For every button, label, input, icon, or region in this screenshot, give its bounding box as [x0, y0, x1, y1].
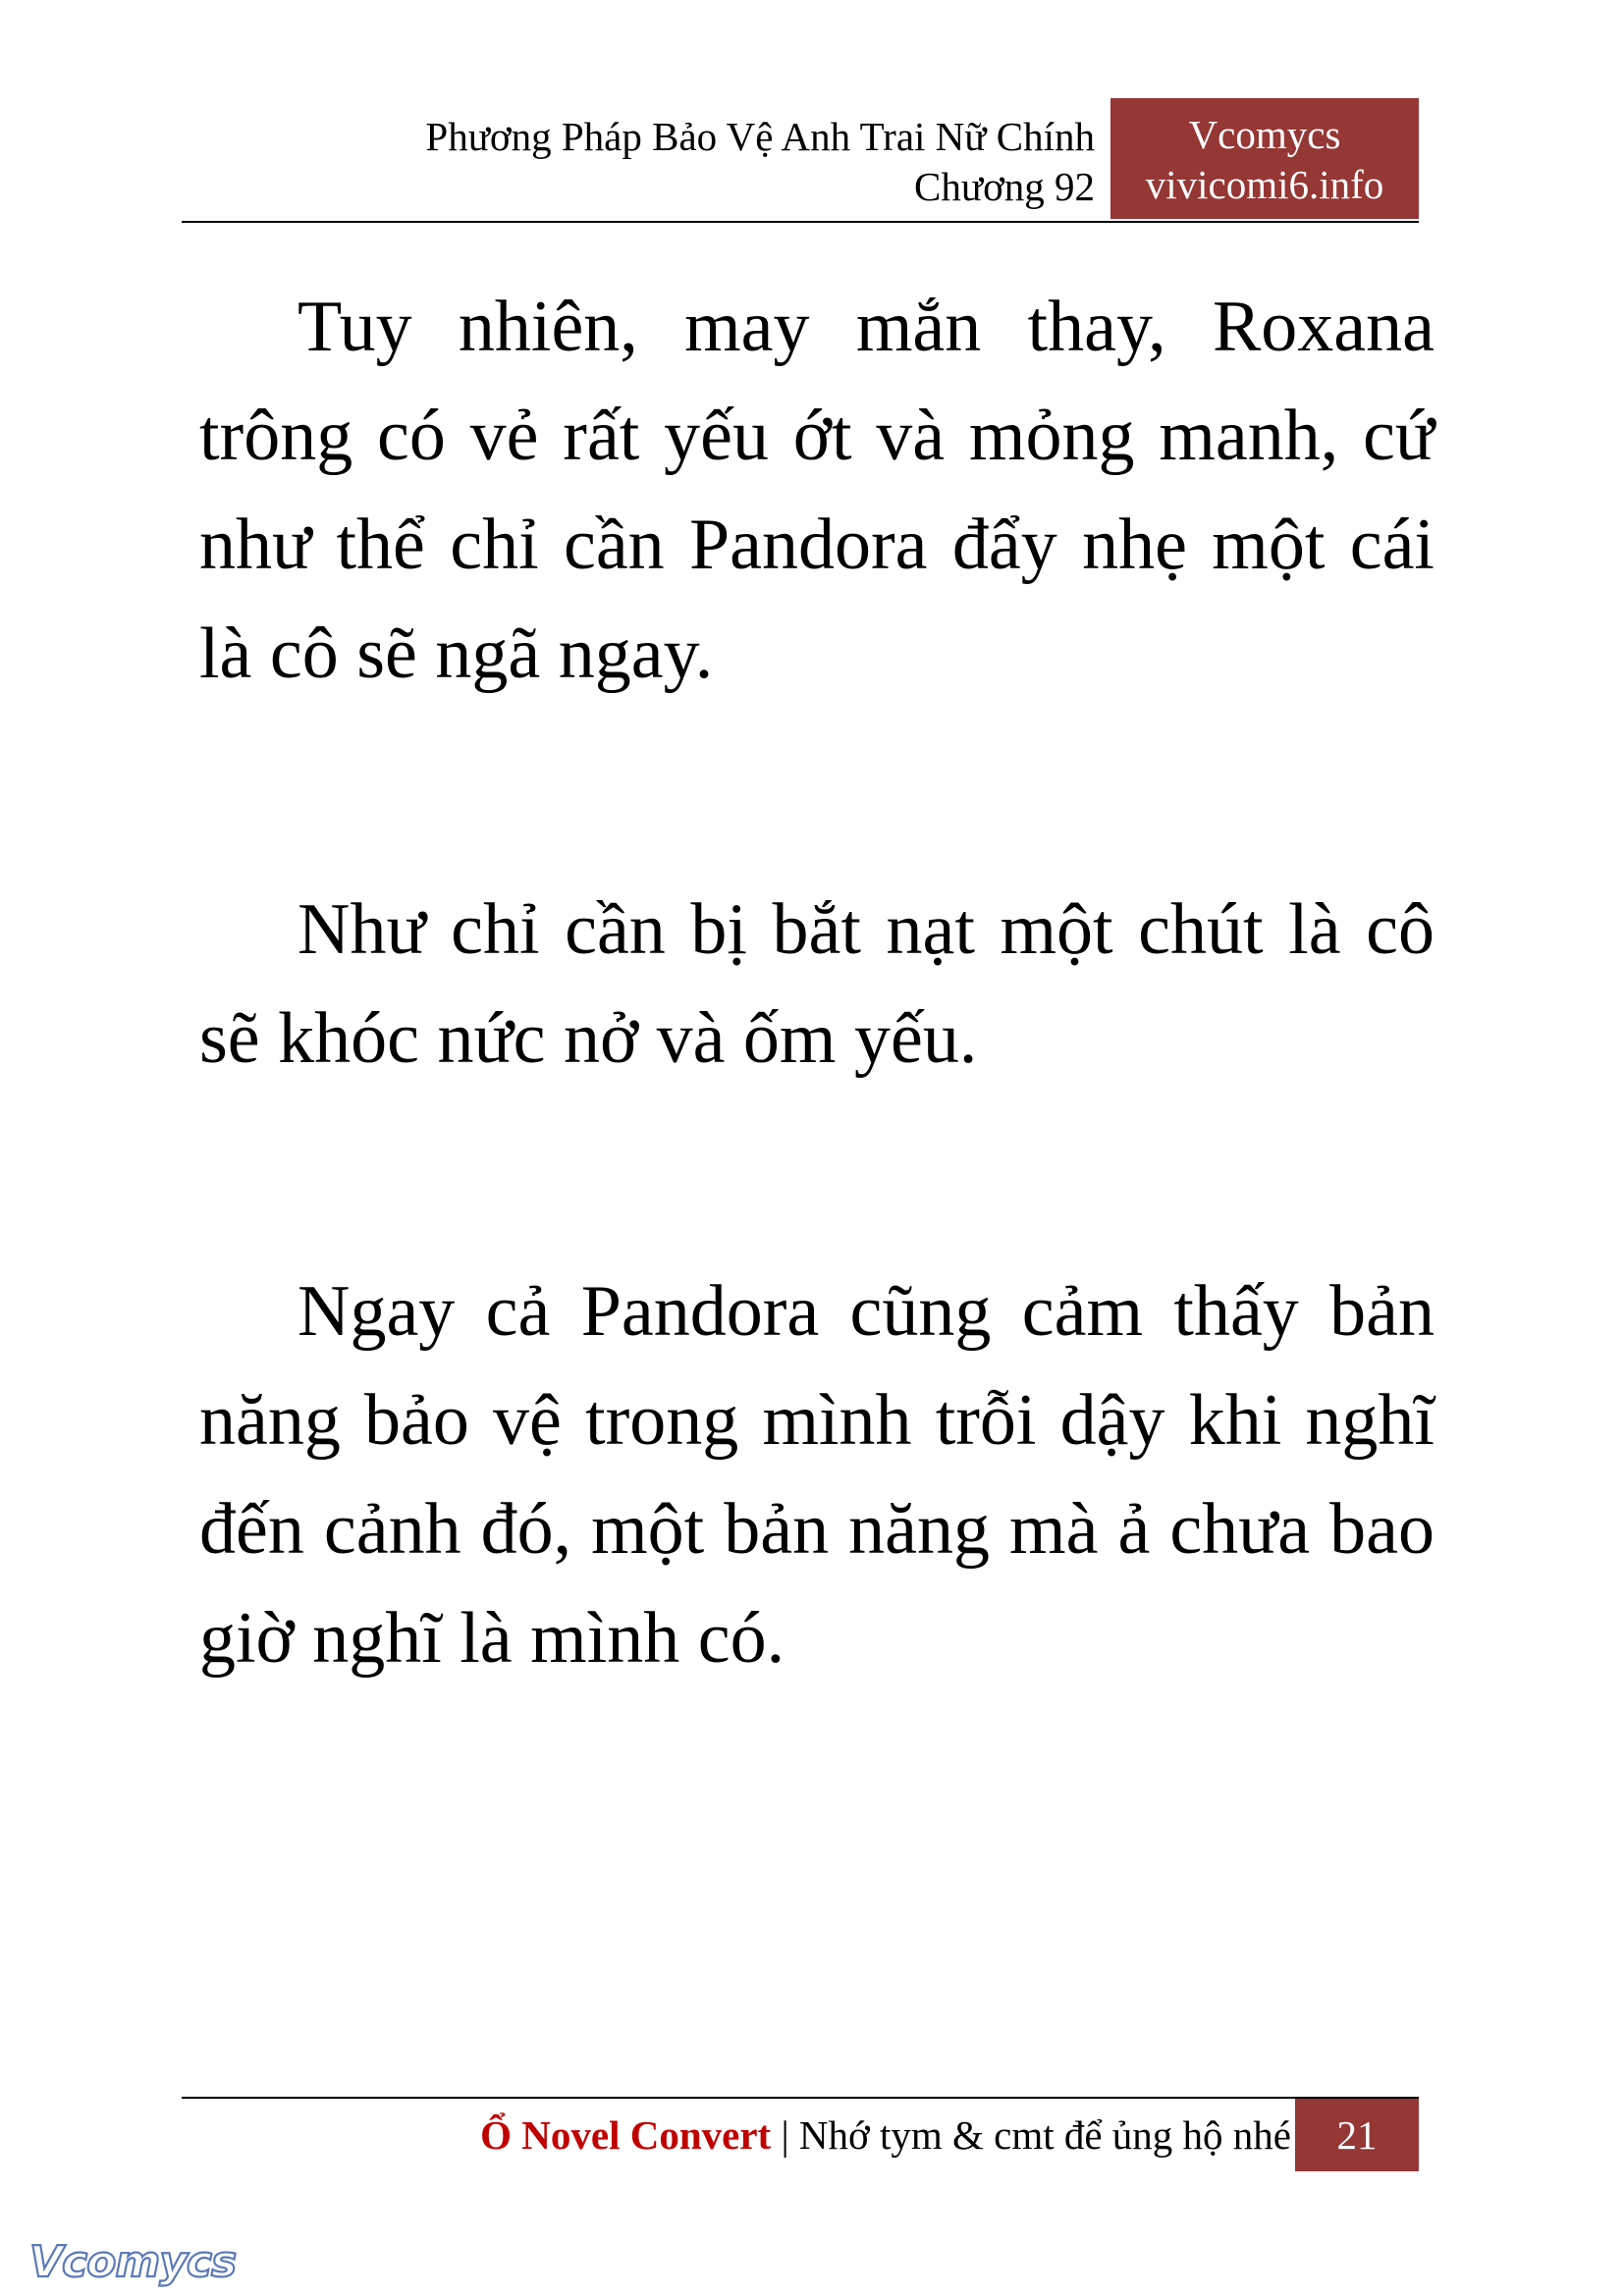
paragraph: Như chỉ cần bị bắt nạt một chút là cô sẽ khóc nức nở và ốm yếu. [199, 889, 1435, 1079]
watermark-text: Vcomycs [29, 2237, 237, 2287]
book-title: Phương Pháp Bảo Vệ Anh Trai Nữ Chính [425, 114, 1095, 159]
page-number: 21 [1295, 2099, 1419, 2171]
footer-message: Nhớ tym & cmt để ủng hộ nhé [798, 2112, 1291, 2158]
page-header [182, 98, 1419, 223]
footer-text [480, 2110, 1291, 2160]
vcomycs-watermark-logo [26, 2233, 247, 2292]
footer-brand: Ổ Novel Convert [480, 2112, 772, 2158]
footer-separator: | [771, 2112, 799, 2158]
paragraph: Ngay cả Pandora cũng cảm thấy bản năng bảo vệ trong mình trỗi dậy khi nghĩ đến cảnh đó, một bản năng mà ả chưa bao giờ nghĩ là mình có. [199, 1271, 1435, 1679]
site-badge [1110, 98, 1419, 219]
chapter-label: Chương 92 [914, 164, 1095, 209]
site-badge-url: vivicomi6.info [1145, 162, 1384, 207]
chapter-content [199, 273, 1435, 1693]
site-badge-name: Vcomycs [1188, 112, 1341, 157]
paragraph: Tuy nhiên, may mắn thay, Roxana trông có vẻ rất yếu ớt và mỏng manh, cứ như thể chỉ cần Pandora đẩy nhẹ một cái là cô sẽ ngã ngay. [199, 287, 1435, 694]
header-titles [425, 112, 1095, 212]
page-footer [182, 2097, 1419, 2171]
